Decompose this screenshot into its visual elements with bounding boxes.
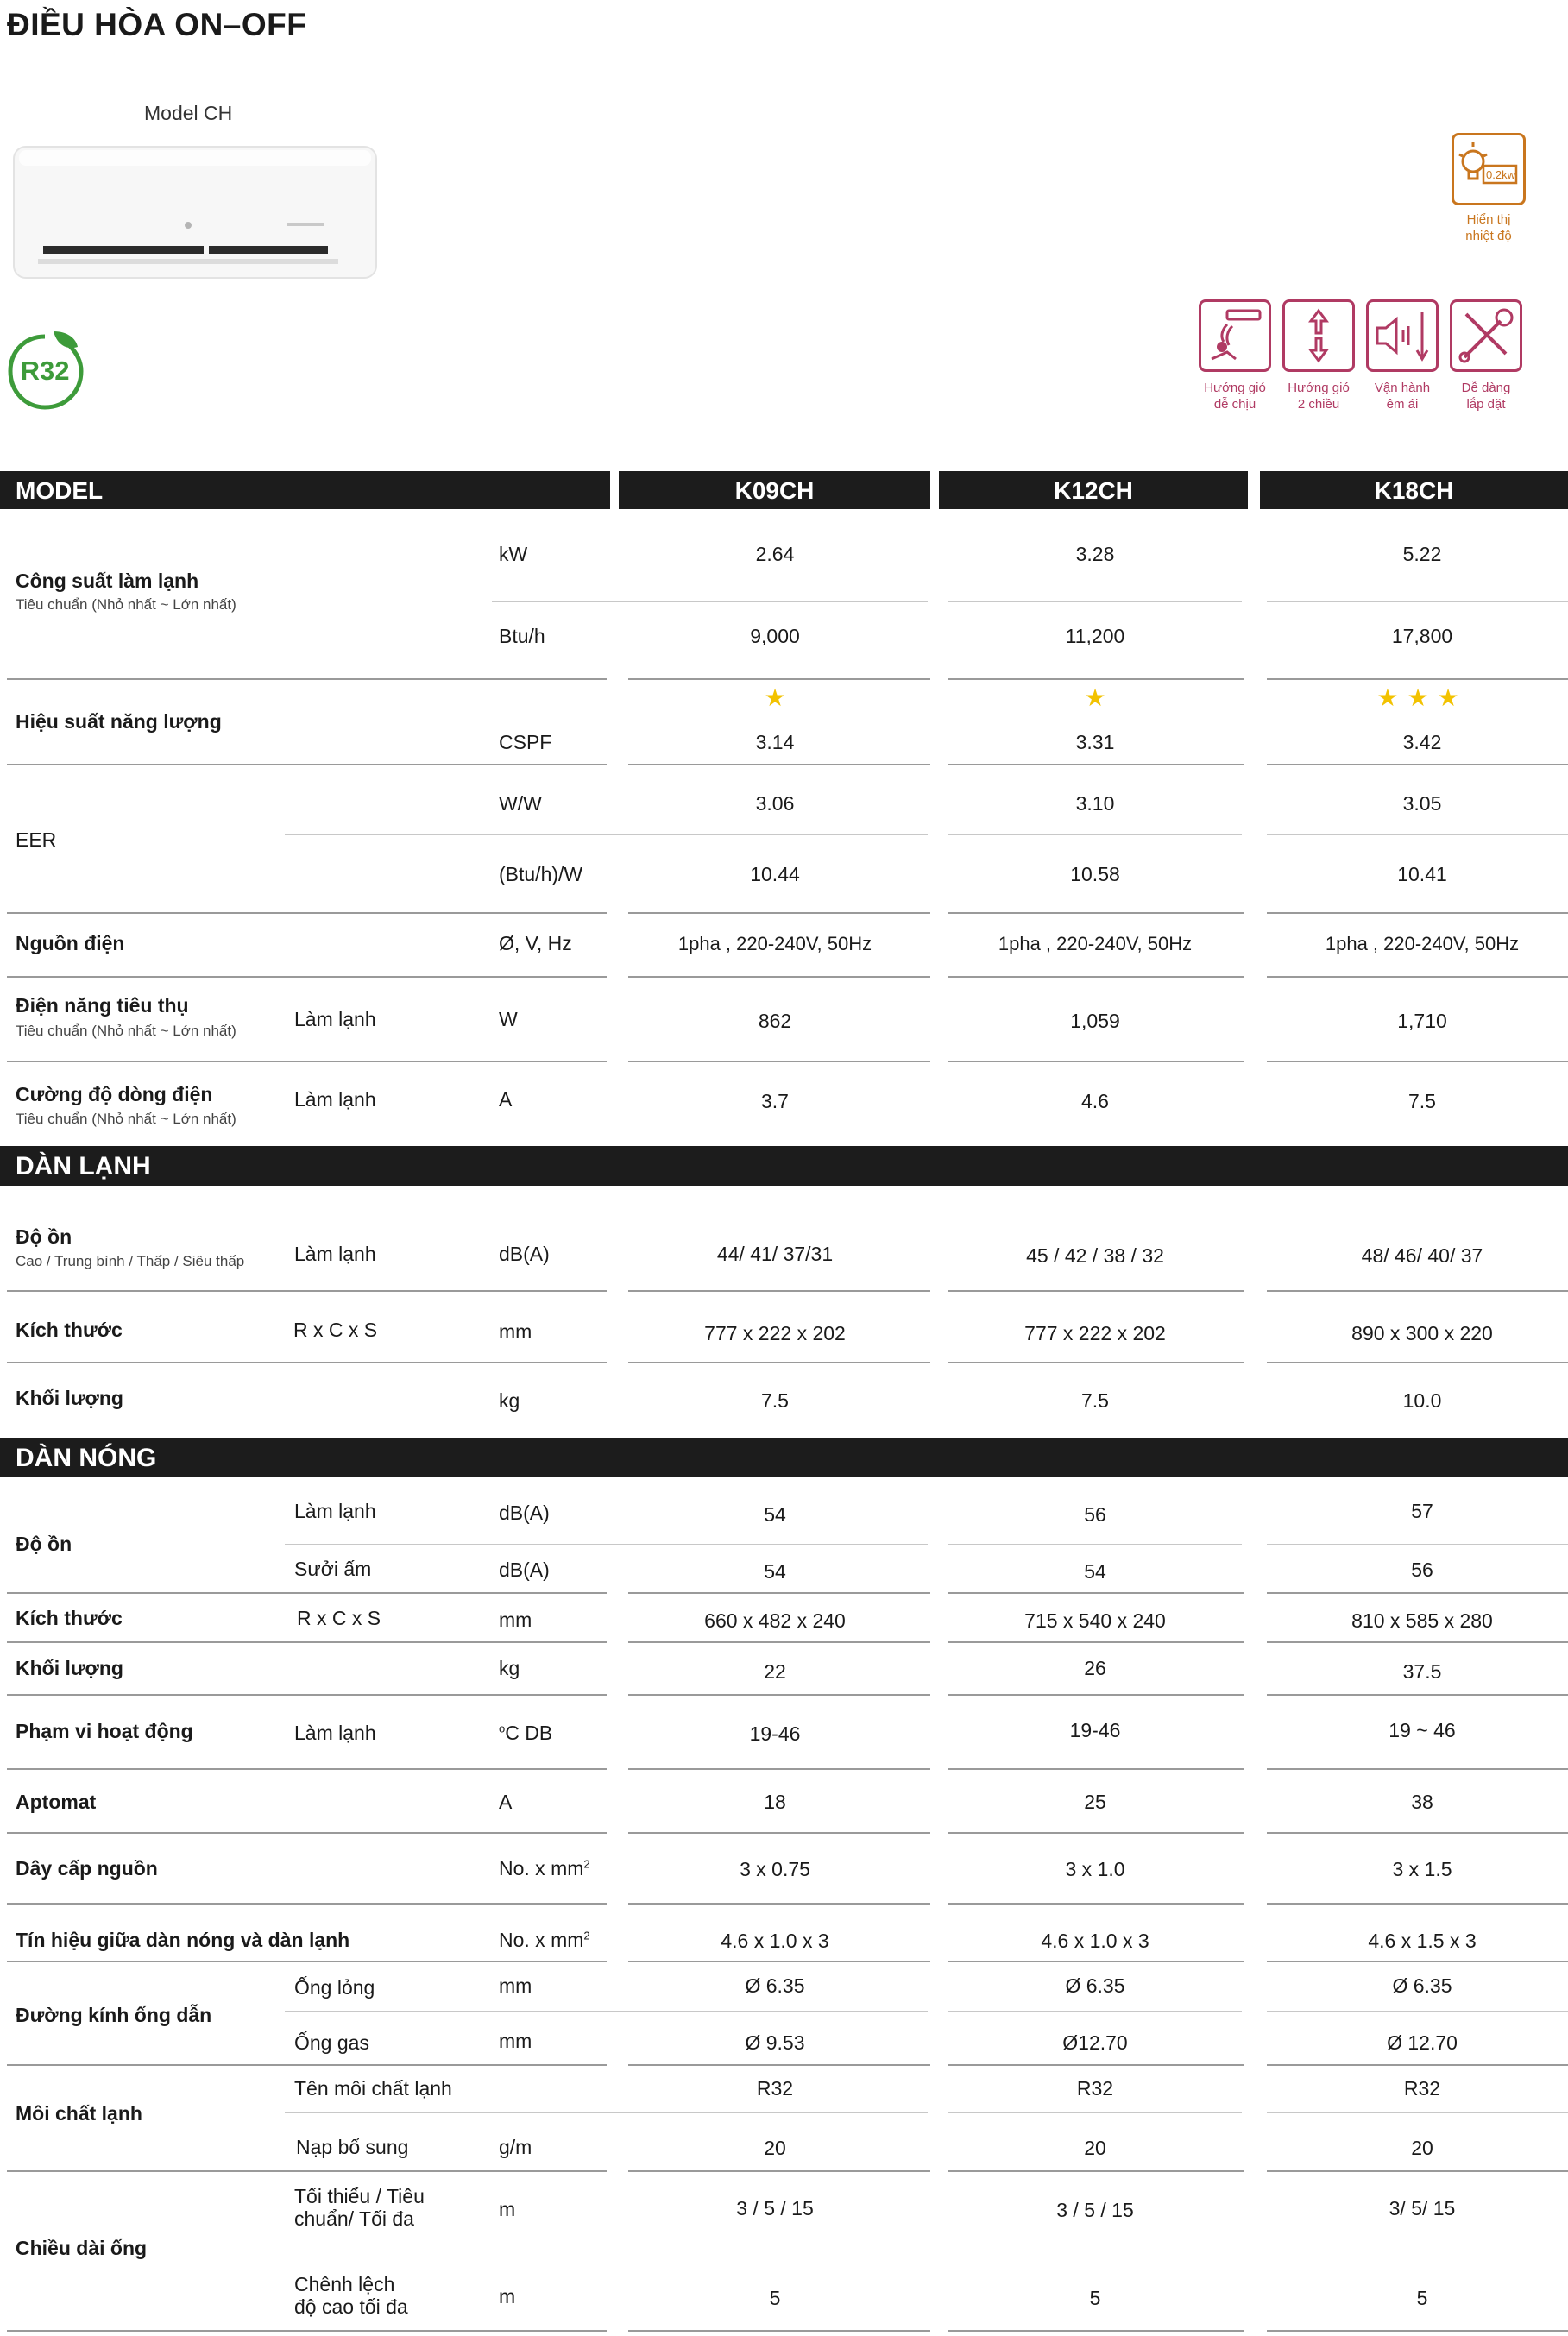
row-divider (948, 1641, 1244, 1643)
value-cell: 54 (764, 1503, 786, 1526)
rating-stars: ★ (764, 684, 786, 711)
unit-dba: dB(A) (499, 1558, 550, 1581)
easy-install-feature (1450, 299, 1522, 372)
divider (1267, 2112, 1568, 2113)
divider (652, 2011, 928, 2012)
value-cell: 37.5 (1402, 1660, 1442, 1683)
lightbulb-display-icon (1454, 135, 1523, 203)
unit-mm: mm (499, 2030, 532, 2052)
divider (285, 2011, 652, 2012)
value-cell: Ø 6.35 (1065, 1974, 1125, 1997)
row-divider (1267, 1061, 1568, 1062)
row-divider (1267, 2170, 1568, 2172)
row-divider (628, 1592, 930, 1594)
unit-a: A (499, 1088, 513, 1111)
mode-cooling: Làm lạnh (294, 1088, 376, 1111)
row-divider (7, 764, 607, 765)
value-cell: Ø 12.70 (1387, 2031, 1458, 2054)
row-label-outdoor-noise: Độ ồn (16, 1533, 72, 1555)
row-divider (1267, 1903, 1568, 1905)
two-way-airflow-feature (1282, 299, 1355, 372)
row-divider (628, 1290, 930, 1292)
air-conditioner-image (12, 145, 378, 281)
row-divider (948, 1694, 1244, 1696)
height-difference-label: Chênh lệch độ cao tối đa (294, 2273, 408, 2318)
row-divider (1267, 1290, 1568, 1292)
unit-dba: dB(A) (499, 1502, 550, 1524)
comfort-airflow-feature (1199, 299, 1271, 372)
value-cell: 56 (1084, 1503, 1106, 1526)
dimension-format: R x C x S (293, 1319, 378, 1341)
rating-stars: ★★★ (1376, 684, 1468, 711)
row-divider (628, 1832, 930, 1834)
quiet-operation-feature (1366, 299, 1439, 372)
row-divider (1267, 912, 1568, 914)
value-cell: 3 x 0.75 (740, 1858, 810, 1880)
value-cell: 22 (764, 1660, 786, 1683)
value-cell: 19-46 (1069, 1719, 1121, 1741)
value-cell: 3/ 5/ 15 (1389, 2197, 1456, 2220)
value-cell: 1,059 (1070, 1010, 1120, 1032)
row-divider (948, 2064, 1244, 2066)
unit-no-mm2: No. x $mm^2$ (499, 1857, 590, 1880)
header-model-label: MODEL (0, 471, 610, 509)
row-divider (7, 2170, 607, 2172)
value-cell: 4.6 x 1.0 x 3 (721, 1930, 829, 1952)
value-cell: 4.6 (1081, 1090, 1109, 1112)
value-cell: 4.6 x 1.5 x 3 (1368, 1930, 1477, 1952)
value-cell: 19-46 (749, 1722, 801, 1745)
value-cell: 2.64 (755, 543, 795, 565)
value-cell: 1pha , 220-240V, 50Hz (677, 933, 872, 954)
unit-gm: g/m (499, 2136, 532, 2158)
value-cell: 3.42 (1402, 731, 1442, 753)
divider (652, 601, 928, 602)
unit-dba: dB(A) (499, 1243, 550, 1265)
row-divider (628, 976, 930, 978)
row-divider (948, 912, 1244, 914)
value-cell: Ø 6.35 (745, 1974, 805, 1997)
value-cell: 1pha , 220-240V, 50Hz (998, 933, 1193, 954)
row-label-current: Cường độ dòng điện (16, 1083, 213, 1105)
row-divider (1267, 1641, 1568, 1643)
row-label-indoor-weight: Khối lượng (16, 1387, 123, 1409)
row-divider (7, 1903, 607, 1905)
row-divider (7, 1832, 607, 1834)
row-divider (1267, 1832, 1568, 1834)
value-cell: 25 (1084, 1791, 1106, 1813)
feature-label-quiet: Vận hành êm ái (1374, 381, 1431, 412)
row-divider (1267, 1961, 1568, 1962)
value-cell: 10.58 (1070, 863, 1120, 885)
row-divider (7, 1061, 607, 1062)
value-cell: 17,800 (1391, 625, 1453, 647)
value-cell: R32 (756, 2077, 794, 2100)
row-divider (948, 1903, 1244, 1905)
refrigerant-name-label: Tên môi chất lạnh (294, 2077, 452, 2100)
value-cell: 44/ 41/ 37/31 (716, 1243, 834, 1265)
row-divider (7, 2064, 607, 2066)
value-cell: 5 (1089, 2287, 1101, 2309)
value-cell: 5 (1416, 2287, 1428, 2309)
divider (948, 1544, 1242, 1545)
divider (948, 2112, 1242, 2113)
unit-btuw: (Btu/h)/W (499, 863, 583, 885)
value-cell: 3.28 (1075, 543, 1115, 565)
value-cell: 3 / 5 / 15 (1056, 2199, 1134, 2221)
row-label-pipe-length: Chiều dài ống (16, 2237, 148, 2259)
value-cell: 3.06 (755, 792, 795, 815)
section-outdoor-unit: DÀN NÓNG (0, 1438, 1568, 1477)
value-cell: 777 x 222 x 202 (1024, 1322, 1166, 1344)
two-way-airflow-icon (1285, 302, 1352, 369)
value-cell: 7.5 (1081, 1389, 1109, 1412)
divider (285, 1544, 652, 1545)
row-divider (628, 1362, 930, 1363)
feature-label-install: Dễ dàng lắp đặt (1461, 381, 1511, 412)
row-divider (1267, 764, 1568, 765)
row-divider (628, 912, 930, 914)
value-cell: 7.5 (761, 1389, 789, 1412)
value-cell: 19 ~ 46 (1389, 1719, 1456, 1741)
value-cell: 5 (769, 2287, 781, 2309)
row-divider (628, 1061, 930, 1062)
row-divider (948, 1832, 1244, 1834)
row-label-indoor-size: Kích thước (16, 1319, 123, 1341)
value-cell: 54 (764, 1560, 786, 1583)
row-label-pipe-diameter: Đường kính ống dẫn (16, 2004, 212, 2026)
value-cell: 11,200 (1065, 625, 1125, 647)
value-cell: 4.6 x 1.0 x 3 (1041, 1930, 1149, 1952)
divider (948, 2011, 1242, 2012)
value-cell: 57 (1411, 1500, 1433, 1522)
row-divider (7, 1961, 607, 1962)
pipe-length-label: Tối thiểu / Tiêu chuẩn/ Tối đa (294, 2185, 425, 2230)
divider (652, 2112, 928, 2113)
row-divider (948, 678, 1244, 680)
row-divider (7, 976, 607, 978)
row-label-outdoor-weight: Khối lượng (16, 1657, 123, 1679)
row-sub-cooling-capacity: Tiêu chuẩn (Nhỏ nhất ~ Lớn nhất) (16, 596, 236, 613)
value-cell: 3 x 1.0 (1065, 1858, 1125, 1880)
divider (652, 834, 928, 835)
row-divider (1267, 678, 1568, 680)
value-cell: 10.44 (750, 863, 800, 885)
value-cell: 890 x 300 x 220 (1351, 1322, 1493, 1344)
value-cell: 7.5 (1408, 1090, 1436, 1112)
row-divider (628, 2064, 930, 2066)
value-cell: 10.41 (1397, 863, 1447, 885)
dimension-format: R x C x S (297, 1607, 381, 1629)
unit-kg: kg (499, 1389, 520, 1412)
row-divider (628, 1961, 930, 1962)
row-label-power-consumption: Điện năng tiêu thụ (16, 994, 189, 1017)
unit-power-source: Ø, V, Hz (499, 932, 572, 954)
comfort-airflow-icon (1201, 302, 1269, 369)
value-cell: R32 (1076, 2077, 1114, 2100)
value-cell: 20 (764, 2137, 786, 2159)
value-cell: 10.0 (1402, 1389, 1442, 1412)
row-label-operating-range: Phạm vi hoạt động (16, 1720, 193, 1742)
mode-heating: Sưởi ấm (294, 1558, 372, 1580)
row-divider (7, 1641, 607, 1643)
row-divider (948, 976, 1244, 978)
unit-mm: mm (499, 1609, 532, 1631)
row-divider (948, 2330, 1244, 2332)
unit-m: m (499, 2285, 516, 2308)
row-label-refrigerant: Môi chất lạnh (16, 2102, 142, 2125)
row-divider (7, 1694, 607, 1696)
value-cell: 3 / 5 / 15 (736, 2197, 814, 2220)
value-cell: 9,000 (750, 625, 800, 647)
unit-kw: kW (499, 543, 528, 565)
unit-mm: mm (499, 1974, 532, 1997)
mode-cooling: Làm lạnh (294, 1243, 376, 1265)
divider (1267, 2011, 1568, 2012)
unit-btu: Btu/h (499, 625, 545, 647)
value-cell: 38 (1411, 1791, 1433, 1813)
value-cell: 715 x 540 x 240 (1024, 1609, 1166, 1632)
row-divider (1267, 2064, 1568, 2066)
row-divider (948, 764, 1244, 765)
row-divider (7, 1290, 607, 1292)
row-label-signal-cable: Tín hiệu giữa dàn nóng và dàn lạnh (16, 1929, 350, 1951)
value-cell: 48/ 46/ 40/ 37 (1361, 1244, 1483, 1267)
row-divider (948, 1961, 1244, 1962)
row-sub-power-consumption: Tiêu chuẩn (Nhỏ nhất ~ Lớn nhất) (16, 1023, 236, 1039)
row-divider (1267, 1592, 1568, 1594)
value-cell: 862 (758, 1010, 792, 1032)
row-divider (948, 1592, 1244, 1594)
row-divider (1267, 1768, 1568, 1770)
liquid-pipe-label: Ống lỏng (294, 1976, 375, 1999)
mode-cooling: Làm lạnh (294, 1722, 376, 1744)
value-cell: 660 x 482 x 240 (704, 1609, 846, 1632)
feature-label-comfort: Hướng gió dễ chịu (1204, 381, 1266, 412)
feature-label-two-way: Hướng gió 2 chiều (1288, 381, 1350, 412)
value-cell: 3.31 (1075, 731, 1115, 753)
row-divider (7, 1362, 607, 1363)
value-cell: 26 (1084, 1657, 1106, 1679)
row-divider (628, 2170, 930, 2172)
value-cell: 18 (764, 1791, 786, 1813)
header-model-k18ch: K18CH (1260, 471, 1568, 509)
quiet-operation-icon (1369, 302, 1436, 369)
value-cell: 56 (1411, 1558, 1433, 1581)
easy-install-icon (1452, 302, 1520, 369)
value-cell: 3.7 (761, 1090, 789, 1112)
row-divider (948, 1290, 1244, 1292)
row-divider (1267, 2330, 1568, 2332)
divider (948, 834, 1242, 835)
row-label-cooling-capacity: Công suất làm lạnh (16, 570, 199, 592)
divider (1267, 1544, 1568, 1545)
row-label-breaker: Aptomat (16, 1791, 97, 1813)
value-cell: 3 x 1.5 (1392, 1858, 1452, 1880)
value-cell: 3.14 (755, 731, 795, 753)
value-cell: Ø 9.53 (745, 2031, 805, 2054)
row-sub-indoor-noise: Cao / Trung bình / Thấp / Siêu thấp (16, 1253, 245, 1269)
row-divider (7, 912, 607, 914)
unit-a: A (499, 1791, 513, 1813)
row-divider (7, 2330, 607, 2332)
row-divider (628, 1768, 930, 1770)
row-divider (628, 2330, 930, 2332)
divider (1267, 834, 1568, 835)
mode-cooling: Làm lạnh (294, 1500, 376, 1522)
unit-cspf: CSPF (499, 731, 552, 753)
row-label-energy-efficiency: Hiệu suất năng lượng (16, 710, 222, 733)
row-label-outdoor-size: Kích thước (16, 1607, 123, 1629)
row-divider (948, 1768, 1244, 1770)
r32-badge (3, 326, 86, 412)
value-cell: 5.22 (1402, 543, 1442, 565)
row-divider (948, 1362, 1244, 1363)
divider (1267, 601, 1568, 602)
row-divider (1267, 1694, 1568, 1696)
section-indoor-unit: DÀN LẠNH (0, 1146, 1568, 1186)
header-model-k12ch: K12CH (939, 471, 1248, 509)
gas-pipe-label: Ống gas (294, 2031, 369, 2054)
value-cell: 3.10 (1075, 792, 1115, 815)
row-divider (628, 1694, 930, 1696)
unit-ww: W/W (499, 792, 542, 815)
divider (285, 834, 652, 835)
display-readout: 0.2kw (1486, 168, 1515, 181)
value-cell: 1pha , 220-240V, 50Hz (1325, 933, 1520, 954)
divider (492, 601, 652, 602)
value-cell: 3.05 (1402, 792, 1442, 815)
row-divider (628, 764, 930, 765)
value-cell: Ø 6.35 (1392, 1974, 1452, 1997)
row-divider (948, 1061, 1244, 1062)
row-divider (7, 678, 607, 680)
row-divider (1267, 976, 1568, 978)
unit-kg: kg (499, 1657, 520, 1679)
row-label-eer: EER (16, 828, 57, 851)
unit-mm: mm (499, 1320, 532, 1343)
row-divider (628, 1641, 930, 1643)
header-model-k09ch: K09CH (619, 471, 930, 509)
unit-no-mm2: No. x $mm^2$ (499, 1929, 590, 1951)
r32-label: R32 (20, 356, 70, 386)
row-divider (628, 1903, 930, 1905)
temperature-display-label: Hiển thị nhiệt độ (1465, 212, 1512, 243)
value-cell: 20 (1411, 2137, 1433, 2159)
rating-stars: ★ (1084, 684, 1106, 711)
value-cell: 1,710 (1397, 1010, 1447, 1032)
value-cell: 777 x 222 x 202 (704, 1322, 846, 1344)
unit-celsius: $^o$C DB (499, 1722, 553, 1744)
value-cell: Ø12.70 (1062, 2031, 1128, 2054)
additional-charge-label: Nạp bổ sung (296, 2136, 409, 2158)
value-cell: 45 / 42 / 38 / 32 (1026, 1244, 1164, 1267)
row-label-indoor-noise: Độ ồn (16, 1225, 72, 1248)
row-divider (7, 1768, 607, 1770)
divider (948, 601, 1242, 602)
value-cell: R32 (1403, 2077, 1441, 2100)
divider (652, 1544, 928, 1545)
row-sub-current: Tiêu chuẩn (Nhỏ nhất ~ Lớn nhất) (16, 1111, 236, 1127)
row-divider (7, 1592, 607, 1594)
page-title: ĐIỀU HÒA ON–OFF (7, 7, 307, 42)
value-cell: 20 (1084, 2137, 1106, 2159)
row-label-power-cable: Dây cấp nguồn (16, 1857, 158, 1880)
row-label-power-source: Nguồn điện (16, 932, 125, 954)
mode-cooling: Làm lạnh (294, 1008, 376, 1030)
model-subtitle: Model CH (144, 102, 233, 124)
unit-m: m (499, 2198, 516, 2220)
row-divider (948, 2170, 1244, 2172)
row-divider (1267, 1362, 1568, 1363)
row-divider (628, 678, 930, 680)
value-cell: 810 x 585 x 280 (1351, 1609, 1493, 1632)
divider (285, 2112, 652, 2113)
unit-w: W (499, 1008, 518, 1030)
temperature-display-feature (1452, 133, 1526, 205)
value-cell: 54 (1084, 1560, 1106, 1583)
